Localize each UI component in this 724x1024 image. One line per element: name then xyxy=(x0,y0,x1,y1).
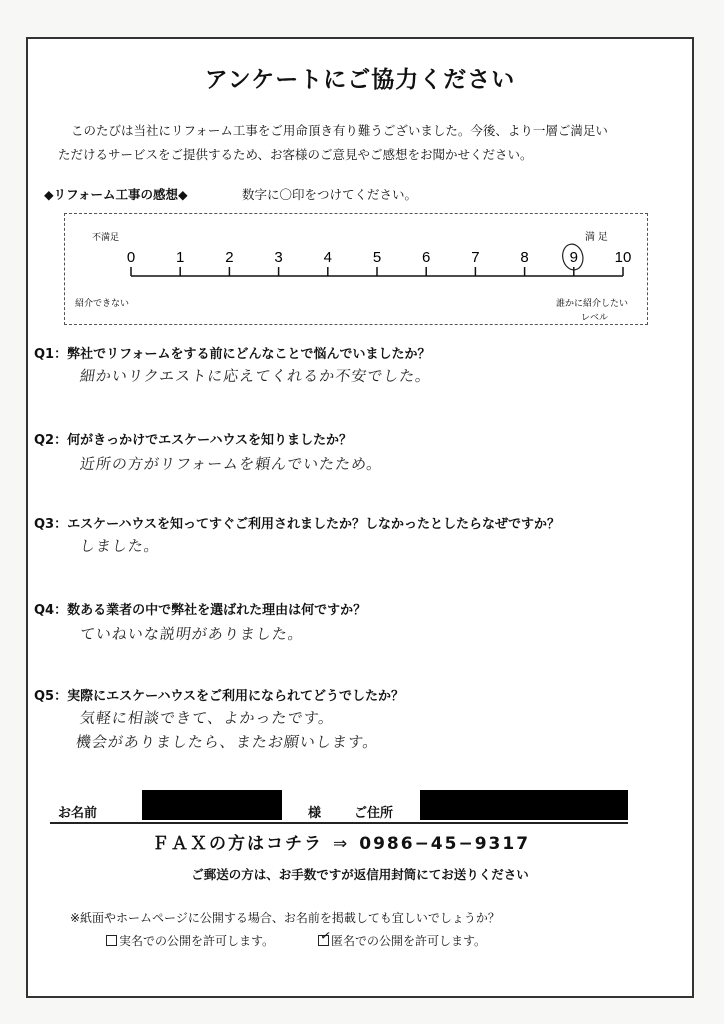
scale-tick-label-8[interactable]: 8 xyxy=(520,249,529,266)
scale-tick-label-0[interactable]: 0 xyxy=(126,249,136,266)
real-name-checkbox[interactable] xyxy=(106,935,117,946)
rating-instruction: 数字に〇印をつけてください。 xyxy=(242,187,418,202)
rating-scale xyxy=(65,214,649,326)
scale-tick-label-3[interactable]: 3 xyxy=(274,249,283,266)
sama-label: 様 xyxy=(308,806,322,821)
question-5-label: Q5：実際にエスケーハウスをご利用になられてどうでしたか？ xyxy=(34,689,405,704)
question-4-label: Q4：数ある業者の中で弊社を選ばれた理由は何ですか？ xyxy=(34,603,367,618)
fax-label: ＦＡＸの方はコチラ xyxy=(152,834,323,854)
name-label: お名前 xyxy=(58,806,98,821)
answer-4: ていねいな説明がありました。 xyxy=(78,625,306,643)
scale-high-note-2: レベル xyxy=(581,312,609,322)
anonymous-label: 匿名での公開を許可します。 xyxy=(331,934,487,948)
address-label: ご住所 xyxy=(354,806,394,821)
scale-low-label: 不満足 xyxy=(92,232,120,242)
survey-sheet xyxy=(26,37,694,998)
question-3-label: Q3：エスケーハウスを知ってすぐご利用されましたか？しなかったとしたらなぜですか？ xyxy=(34,517,561,532)
rating-scale-box xyxy=(64,213,648,325)
scale-tick-label-9[interactable]: 9 xyxy=(569,249,578,266)
scale-low-note: 紹介できない xyxy=(75,298,130,308)
publish-option-real xyxy=(106,932,274,949)
address-redaction xyxy=(420,790,628,820)
answer-5-line-1: 気軽に相談できて、よかったです。 xyxy=(78,709,336,727)
scale-tick-label-1[interactable]: 1 xyxy=(176,249,185,266)
mail-note: ご郵送の方は、お手数ですが返信用封筒にてお送りください xyxy=(191,867,529,882)
fax-line xyxy=(152,829,530,854)
contact-underline xyxy=(50,822,628,824)
scale-tick-label-4[interactable]: 4 xyxy=(323,249,332,266)
publish-question: ※紙面やホームページに公開する場合、お名前を掲載しても宜しいでしょうか？ xyxy=(70,911,500,925)
scale-tick-label-5[interactable]: 5 xyxy=(372,249,382,266)
scale-high-label: 満 足 xyxy=(585,232,608,243)
scale-tick-label-6[interactable]: 6 xyxy=(422,249,431,266)
check-mark-icon: ✓ xyxy=(318,928,333,945)
scale-tick-label-7[interactable]: 7 xyxy=(471,249,480,266)
scale-tick-label-2[interactable]: 2 xyxy=(225,249,234,266)
publish-option-anon xyxy=(318,928,487,949)
arrow-icon: ⇒ xyxy=(333,834,350,854)
fax-number: 0986−45−9317 xyxy=(359,834,531,854)
question-2-label: Q2：何がきっかけでエスケーハウスを知りましたか？ xyxy=(34,433,353,448)
scale-tick-label-10[interactable]: 10 xyxy=(614,249,632,266)
page-title: アンケートにご協力ください xyxy=(204,67,516,93)
contact-row xyxy=(50,796,610,824)
answer-1: 細かいリクエストに応えてくれるか不安でした。 xyxy=(78,367,433,385)
scale-high-note-1: 誰かに紹介したい xyxy=(556,298,629,308)
name-redaction xyxy=(142,790,282,820)
answer-3: しました。 xyxy=(78,537,162,555)
intro-line-2: ただけるサービスをご提供するため、お客様のご意見やご感想をお聞かせください。 xyxy=(58,147,533,162)
question-1-label: Q1：弊社でリフォームをする前にどんなことで悩んでいましたか？ xyxy=(34,347,431,362)
intro-text xyxy=(58,119,658,167)
real-name-label: 実名での公開を許可します。 xyxy=(119,934,275,948)
intro-line-1: このたびは当社にリフォーム工事をご用命頂き有り難うございました。今後、より一層ご満足い xyxy=(71,123,608,138)
answer-5-line-2: 機会がありましたら、またお願いします。 xyxy=(74,733,381,751)
rating-heading: ◆リフォーム工事の感想◆ xyxy=(44,187,188,202)
answer-2: 近所の方がリフォームを頼んでいたため。 xyxy=(78,455,384,473)
anonymous-checkbox[interactable] xyxy=(318,928,333,946)
